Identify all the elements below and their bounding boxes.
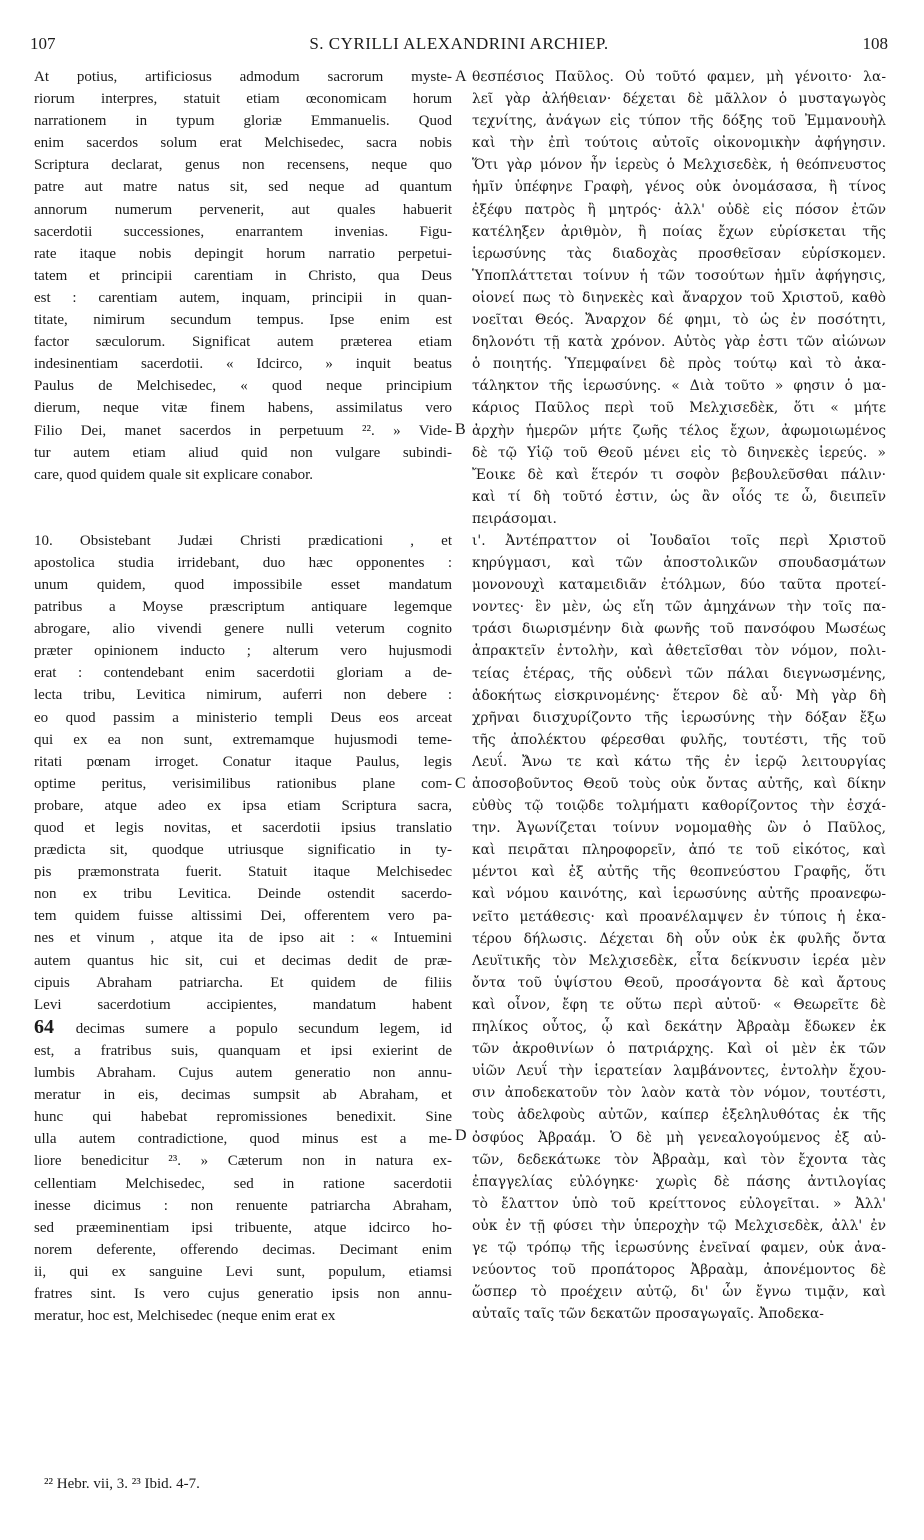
text-line: quod et legis novitas, et sacerdotii ipsius translatio [34,820,452,836]
page-number-right: 108 [862,34,888,53]
page-number-left: 107 [30,34,56,53]
text-line: κάριος Παῦλος περὶ τοῦ Μελχισεδὲκ, ὅτι « μήτε [472,400,886,417]
margin-marker-d: D [455,1127,467,1144]
text-line: τῆς ἀπολέκτου φέρεσθαι φυλῆς, τουτέστι, τῆς τοῦ [472,731,886,748]
text-line: sed præeminentiam ipsi tribuente, atque idcirco ho- [34,1219,452,1236]
text-line: κηρύγμασι, καὶ τῶν ἀποστολικῶν σπουδασμάτων [472,555,886,572]
running-header [30,34,888,58]
text-line: ulla autem contradictione, quod minus est a me- [34,1131,452,1148]
text-line: νοντες· ἓν μὲν, ὡς εἴη τῶν ἀμηχάνων τὴν τοῖς πα- [472,599,886,616]
text-line: τεχνίτης, ἀνάγων εἰς τύπον τῆς δόξης τοῦ Ἐμμανουὴλ [472,113,886,130]
margin-marker-b: B [455,421,466,438]
text-line: χρῆναι διισχυρίζοντο τῆς ἱερωσύνης τὴν δόξαν ἔξω [472,709,886,726]
text-line: Λευϊτικῆς τὸν Μελχισεδὲκ, εἶτα δείκνυσιν ἱερέα μὲν [472,952,886,969]
text-line: unum quidem, quod impossibile esset mandatum [34,576,452,593]
text-line: erat : contendebant enim sacerdotii gloriam a de- [34,665,452,682]
text-line: tem quidem fuisse altissimi Dei, offerentem vero pa- [34,908,452,925]
text-line: pis præmonstrata fuerit. Statuit itaque Melchisedec [34,864,452,881]
text-line: γε τῷ τρόπῳ τῆς ἱερωσύνης ἐνεῖναί φαμεν, οὐκ ἀνα- [472,1239,886,1256]
text-line: αὐταῖς ταῖς τῶν δεκατῶν προσαγωγαῖς. Ἀποδεκα- [472,1306,824,1323]
text-line: care, quod quidem quale sit explicare conabor. [34,466,314,483]
text-line: cipuis Abraham patriarcha. Et quidem de filiis [34,974,452,991]
text-line: την. Ἀγωνίζεται τοίνυν νομομαθὴς ὢν ὁ Παῦλος, [472,820,886,837]
text-line: hunc qui habebat repromissiones benedixit. Sine [34,1109,452,1126]
text-line: præter opinionem inducto ; alterum vero hujusmodi [34,643,452,660]
text-line: patribus a Moyse præscriptum antiquare legemque [34,599,452,616]
text-line: εὐθὺς τῷ τοιῷδε τολμήματι καθορίζοντος τὴν ἐσχά- [472,798,886,815]
text-line: τὸ ἔλαττον ὑπὸ τοῦ κρείττονος εὐλογεῖται. » Ἀλλ' [472,1195,886,1212]
text-line: est : carentiam autem, inquam, principii in quan- [34,289,452,306]
text-line: optime peritus, verisimilibus rationibus plane com- [34,775,452,792]
text-line: eo quod passim a ministerio templi Deus eos arceat [34,709,452,726]
footnotes: ²² Hebr. vii, 3. ²³ Ibid. 4-7. [44,1476,200,1492]
text-line: λεῖ γὰρ ἀλήθειαν· δέχεται δὲ μᾶλλον ὁ μυσταγωγὸς [472,91,886,108]
text-line: οὐκ ἐν τῇ φύσει τὴν ὑπεροχὴν τῷ Μελχισεδὲκ, ἀλλ' ἐν [472,1217,886,1234]
text-line: inesse dicimus : non renuente patriarcha Abraham, [34,1197,452,1214]
text-line: μονονουχὶ καταμειδιᾶν ἐτόλμων, δύο ταῦτα προτεί- [472,577,886,594]
text-line: patre aut matre natus sit, sed neque ad quantum [34,179,452,196]
text-line: nes et vinum , atque ita de ipso ait : « Intuemini [34,930,452,947]
text-line: cellentiam Melchisedec, sed in ratione sacerdotii [34,1175,452,1192]
text-line: ii, qui ex sanguine Levi sunt, populum, etiamsi [34,1263,452,1280]
text-line: ἀδοκήτως εἰσκρινομένης· ἕτερον δὲ αὖ· Μὴ γὰρ δὴ [472,687,886,704]
text-line: ἱερωσύνης τὰς διαδοχὰς προσθεῖσαν εὑρίσκομεν. [472,245,886,262]
text-line: riorum interpres, statuit etiam œconomicam horum [34,91,452,108]
text-line: ἡμῖν ὑπέφηνε Γραφὴ, γένος οὐκ ὀνομάσασα, ἢ τίνος [472,179,886,196]
text-line: 10. Obsistebant Judæi Christi prædicationi , et [34,532,452,549]
text-line: Ὑποπλάττεται τοίνυν ἡ τῶν τοσούτων ἡμῖν ἀφήγησις, [472,267,886,284]
text-line: fratres sint. Is vero cujus generatio ipsis non annu- [34,1285,452,1302]
text-line: ἐπαγγελίας εὐλόγηκε· χωρὶς δὲ πάσης ἀντιλογίας [472,1173,886,1190]
text-line: τράσι διωρισμένην διὰ φωνῆς τοῦ πανσόφου Μωσέως [472,621,886,638]
latin-column [34,66,452,1327]
text-line: ὁ ποιητής. Ὑπεμφαίνει δὲ πρὸς τούτῳ καὶ τὸ ἀκα- [472,356,886,373]
text-line: ὄντα τοῦ ὑψίστου Θεοῦ, προσάγοντα δὲ καὶ ἄρτους [472,974,886,991]
text-line: At potius, artificiosus admodum sacrorum myste- [34,69,452,85]
text-line: meratur in eis, decimas sumpsit ab Abraham, et [34,1087,452,1104]
text-line: υἱῶν Λευΐ τὴν ἱερατείαν λαμβάνοντες, ἐντολὴν ἔχου- [472,1063,886,1080]
text-line: καὶ οἶνον, ἔφη τε οὕτω περὶ αὐτοῦ· « Θεωρεῖτε δὲ [472,996,886,1013]
text-line: πειράσομαι. [472,510,557,527]
text-line: meratur, hoc est, Melchisedec (neque enim erat ex [34,1308,336,1325]
text-line: μέντοι καὶ ἐξ αὐτῆς τῆς θεοπνεύστου Γραφῆς, ὅτι [472,864,886,881]
text-line: autem quantus hic sit, cui et decimas dedit de præ- [34,952,452,969]
text-line: tatem et principii carentiam in Christo, qua Deus [34,267,452,284]
text-line: ἀπρακτεῖν ἐντολὴν, καὶ ἀθετεῖσθαι τὸν νόμον, πολι- [472,643,886,660]
text-line: οἱονεί πως τὸ διηνεκὲς καὶ ἄναρχον τοῦ Χριστοῦ, καθὸ [472,289,886,306]
text-line: ι'. Ἀντέπραττον οἱ Ἰουδαῖοι τοῖς περὶ Χριστοῦ [472,532,886,549]
margin-page-number: 64 [34,1015,76,1038]
text-line: Ἔοικε δὲ καὶ ἕτερόν τι σοφὸν βεβουλεῦσθαι πάλιν· [472,466,886,483]
text-line: τάληκτον τῆς ἱερωσύνης. « Διὰ τοῦτο » φησιν ὁ μα- [472,378,886,395]
text-line: πηλίκος οὗτος, ᾧ καὶ δεκάτην Ἀβραὰμ ἔδωκεν ἐκ [472,1019,886,1036]
text-line: ἀποσοβοῦντος Θεοῦ τοὺς οὐκ ὄντας αὐτῆς, καὶ δίκην [472,776,886,792]
text-line: ὀσφύος Ἀβραάμ. Ὁ δὲ μὴ γενεαλογούμενος ἐξ αὐ- [472,1129,886,1146]
paragraph-gap [34,486,452,530]
text-line: δὲ τῷ Υἱῷ τοῦ Θεοῦ μένει εἰς τὸ διηνεκὲς ἱερεύς. » [472,444,886,461]
text-line: νεῖτο μετάθεσις· καὶ προανέλαμψεν ἐν τύποις ἡ ἑκα- [472,908,886,925]
text-line: 64 decimas sumere a populo secundum legem, id [34,1015,452,1038]
text-line: Scriptura declarat, genus non recensens, neque quo [34,157,452,174]
text-line: rate itaque nobis depingit horum narratio perpetui- [34,245,452,262]
text-line: non ex tribu Levitica. Deinde ostendit sacerdo- [34,886,452,903]
text-line: lecta tribu, Levitica nimirum, auferri non debere : [34,687,452,704]
text-line: ἐξέφυ πατρὸς ἢ μητρός· ἀλλ' οὐδὲ εἰς πόσον ἐτῶν [472,201,886,218]
text-line: καὶ νόμου καινότης, καὶ ἱερωσύνης αὐτῆς προανεφω- [472,886,886,903]
text-line: titate, nimirum secundum tempus. Ipse enim est [34,312,452,329]
text-line: Filio Dei, manet sacerdos in perpetuum ²². » Vide- [34,422,452,439]
text-line: apostolica studia irridebant, duo hæc opponentes : [34,554,452,571]
text-line: abrogare, alio vivendi genere nulli veterum cognito [34,621,452,638]
margin-marker-a: A [455,68,467,85]
text-line: καὶ τί δὴ τοῦτό ἐστιν, ὡς ἂν οἷός τε ὦ, διειπεῖν [472,488,886,505]
text-line: ἀρχὴν ἡμερῶν μήτε ζωῆς τέλος ἔχων, ἀφωμοιωμένος [472,422,886,439]
text-line: νεύοντος τοῦ προπάτορος Ἀβραὰμ, ἀπονέμοντος δὲ [472,1262,886,1279]
text-line: sacerdotii successiones, enarrantem invenias. Figu- [34,223,452,240]
running-title: S. CYRILLI ALEXANDRINI ARCHIEP. [309,34,609,53]
text-line: dierum, neque vitæ finem habens, assimilatus vero [34,400,452,417]
text-line: norem deferente, offerendo decimas. Decimant enim [34,1241,452,1258]
text-line: tur autem etiam aliud quid non vulgare subindi- [34,444,452,461]
text-line: enim sacerdos solum erat Melchisedec, sacra nobis [34,135,452,152]
text-line: νοεῖται Θεός. Ἄναρχον δέ φημι, τὸ ὡς ἐν ποσότητι, [472,312,886,329]
text-line: liore benedicitur ²³. » Cæterum non in natura ex- [34,1153,452,1170]
text-line: ritati pœnam irroget. Conatur itaque Paulus, legis [34,753,452,770]
text-line: τείας ἑτέρας, τῆς οὐδενὶ τῶν πάλαι διεγνωσμένης, [472,665,886,682]
margin-marker-c: C [455,775,466,792]
text-line: σιν ἀποδεκατοῦν τὸν λαὸν κατὰ τὸν νόμον, τουτέστι, [472,1085,886,1102]
text-line: lumbis Abraham. Cujus autem generatio non annu- [34,1065,452,1082]
text-line: θεσπέσιος Παῦλος. Οὐ τοῦτό φαμεν, μὴ γένοιτο· λα- [472,69,886,85]
text-line: indesinentiam sacerdotii. « Idcirco, » inquit beatus [34,356,452,373]
text-line: τῶν ἀκροθινίων ὁ πατριάρχης. Καὶ οἱ μὲν ἐκ τῶν [472,1041,886,1058]
text-line: factor sæculorum. Significat autem præterea etiam [34,334,452,351]
text-line: τῶν, δεδεκάτωκε τὸν Ἀβραὰμ, καὶ τὸν ἔχοντα τὰς [472,1151,886,1168]
greek-column [472,66,886,1325]
text-line: δηλονότι τῇ κατὰ χρόνον. Αὐτὸς γὰρ ἐστι τῶν αἰώνων [472,334,886,351]
text-line: καὶ τὴν ἐπὶ τούτοις αὐτοῖς οἰκονομικὴν ἀφήγησιν. [472,135,886,152]
text-line: est, a fratribus suis, quanquam et ipsi exierint de [34,1042,452,1059]
text-line: Λευΐ. Ἄνω τε καὶ κάτω τῆς ἐν ἱερῷ λειτουργίας [472,753,886,770]
text-line: κατέληξεν ἀριθμὸν, ἢ ποίας ἔχων εὑρίσκεται τῆς [472,223,886,240]
text-line: καὶ πειρᾶται πληροφορεῖν, ἀπό τε τοῦ εἰκότος, καὶ [472,842,886,859]
text-line: narrationem in typum gloriæ Emmanuelis. Quod [34,113,452,130]
text-line: prædicta sit, quodque utriusque significatio in ty- [34,842,452,859]
text-line: annorum numerum pervenerit, aut quales habuerit [34,201,452,218]
text-line: Levi sacerdotium accipientes, mandatum habent [34,996,452,1013]
text-line: probare, atque adeo ex ipsa etiam Scriptura sacra, [34,797,452,814]
text-line: τέρου δήλωσις. Δέχεται δὴ οὖν οὐκ ἐκ φυλῆς ὄντα [472,930,886,947]
text-line: qui ex ea non sunt, extremamque hujusmodi teme- [34,731,452,748]
text-line: τοὺς ἀδελφοὺς αὐτῶν, καίπερ ἐξεληλυθότας ἐκ τῆς [472,1107,886,1124]
text-line: Paulus de Melchisedec, « quod neque principium [34,378,452,395]
text-line: ὥσπερ τὸ προέχειν αὐτῷ, δι' ὧν ἔγνω τιμᾷν, καὶ [472,1284,886,1301]
text-line: Ὅτι γὰρ μόνον ἦν ἱερεὺς ὁ Μελχισεδὲκ, ἡ θεόπνευστος [472,157,886,174]
